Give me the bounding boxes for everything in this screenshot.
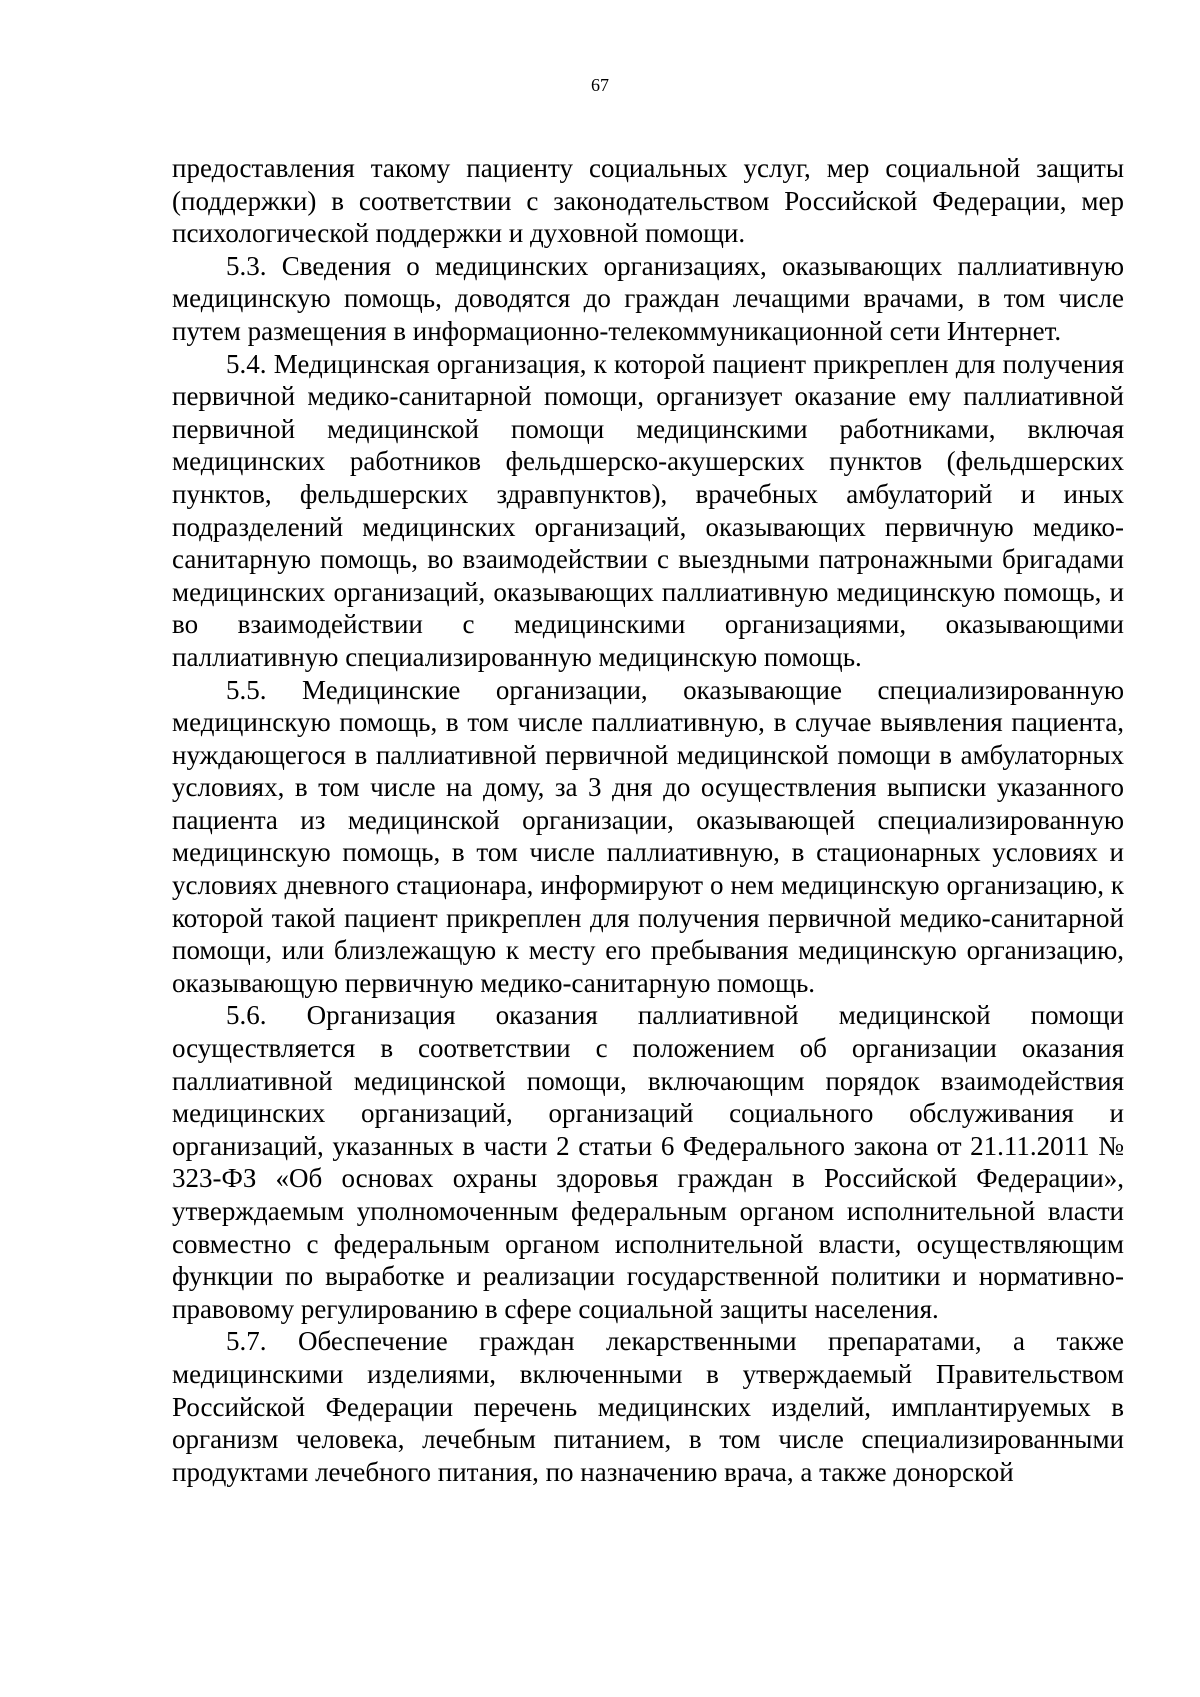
- page-number: 67: [591, 75, 609, 95]
- paragraph-number: 5.5.: [226, 674, 267, 705]
- paragraph-number: 5.6.: [226, 1000, 267, 1031]
- paragraph-5-3: [172, 250, 1124, 348]
- paragraph-5-4: [172, 348, 1124, 674]
- paragraph-number: 5.7.: [226, 1326, 267, 1357]
- paragraph-5-7: [172, 1325, 1124, 1488]
- paragraph-continuation: [172, 152, 1124, 250]
- paragraph-5-5: [172, 674, 1124, 1000]
- paragraph-text: Сведения о медицинских организациях, оказывающих паллиативную медицинскую помощь, доводятся до граждан лечащими врачами, в том числе путем размещения в информационно-телекоммуникационной сети Интернет.: [172, 250, 1124, 346]
- paragraph-text: Медицинская организация, к которой пациент прикреплен для получения первичной медико-санитарной помощи, организует оказание ему паллиативной первичной медицинской помощи медицинскими работниками, включая медицинских работников фельдшерско-акушерских пунктов (фельдшерских пунктов, фельдшерских здравпунктов), врачебных амбулаторий и иных подразделений медицинских организаций, оказывающих первичную медико-санитарную помощь, во взаимодействии с выездными патронажными бригадами медицинских организаций, оказывающих паллиативную медицинскую помощь, и во взаимодействии с медицинскими организациями, оказывающими паллиативную специализированную медицинскую помощь.: [172, 348, 1125, 672]
- paragraph-text: Обеспечение граждан лекарственными препаратами, а также медицинскими изделиями, включенными в утверждаемый Правительством Российской Федерации перечень медицинских изделий, имплантируемых в организм человека, лечебным питанием, в том числе специализированными продуктами лечебного питания, по назначению врача, а также донорской: [172, 1326, 1124, 1487]
- paragraph-number: 5.4.: [226, 348, 267, 379]
- paragraph-text: предоставления такому пациенту социальных услуг, мер социальной защиты (поддержки) в соответствии с законодательством Российской Федерации, мер психологической поддержки и духовной помощи.: [172, 153, 1124, 249]
- paragraph-number: 5.3.: [226, 250, 267, 281]
- document-body: [172, 152, 1124, 1488]
- paragraph-text: Организация оказания паллиативной медицинской помощи осуществляется в соответствии с положением об организации оказания паллиативной медицинской помощи, включающим порядок взаимодействия медицинских организаций, организаций социального обслуживания и организаций, указанных в части 2 статьи 6 Федерального закона от 21.11.2011 № 323-ФЗ «Об основах охраны здоровья граждан в Российской Федерации», утверждаемым уполномоченным федеральным органом исполнительной власти совместно с федеральным органом исполнительной власти, осуществляющим функции по выработке и реализации государственной политики и нормативно-правовому регулированию в сфере социальной защиты населения.: [172, 1000, 1124, 1324]
- paragraph-5-6: [172, 999, 1124, 1325]
- paragraph-text: Медицинские организации, оказывающие специализированную медицинскую помощь, в том числе паллиативную, в случае выявления пациента, нуждающегося в паллиативной первичной медицинской помощи в амбулаторных условиях, в том числе на дому, за 3 дня до осуществления выписки указанного пациента из медицинской организации, оказывающей специализированную медицинскую помощь, в том числе паллиативную, в стационарных условиях и условиях дневного стационара, информируют о нем медицинскую организацию, к которой такой пациент прикреплен для получения первичной медико-санитарной помощи, или близлежащую к месту его пребывания медицинскую организацию, оказывающую первичную медико-санитарную помощь.: [172, 674, 1125, 998]
